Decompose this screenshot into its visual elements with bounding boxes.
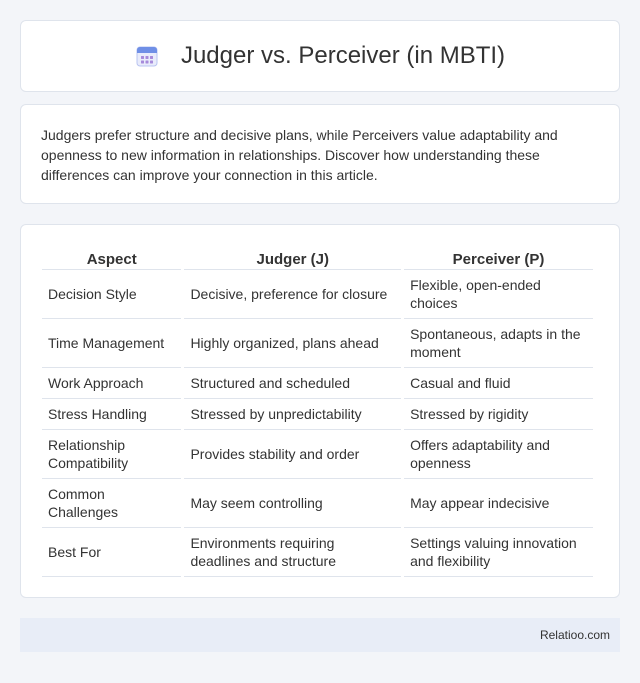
- column-header-judger: Judger (J): [184, 245, 401, 270]
- table-row: [42, 319, 593, 368]
- table-cell-aspect: Stress Handling: [42, 399, 181, 430]
- table-row: [42, 430, 593, 479]
- table-cell-aspect: Time Management: [42, 319, 181, 368]
- intro-card: [20, 104, 620, 204]
- calendar-icon: [135, 44, 159, 68]
- column-header-perceiver: Perceiver (P): [404, 245, 593, 270]
- table-cell-perceiver: Casual and fluid: [404, 368, 593, 399]
- table-cell-judger: Environments requiring deadlines and structure: [184, 528, 401, 577]
- table-row: [42, 368, 593, 399]
- table-cell-aspect: Common Challenges: [42, 479, 181, 528]
- table-cell-perceiver: Offers adaptability and openness: [404, 430, 593, 479]
- table-cell-judger: Provides stability and order: [184, 430, 401, 479]
- table-cell-judger: Highly organized, plans ahead: [184, 319, 401, 368]
- table-cell-judger: May seem controlling: [184, 479, 401, 528]
- table-cell-judger: Decisive, preference for closure: [184, 270, 401, 319]
- table-cell-aspect: Relationship Compatibility: [42, 430, 181, 479]
- title-card: [20, 20, 620, 92]
- table-header-row: [42, 245, 593, 270]
- table-row: [42, 399, 593, 430]
- table-cell-perceiver: Stressed by rigidity: [404, 399, 593, 430]
- table-row: [42, 479, 593, 528]
- footer: [20, 618, 620, 652]
- table-row: [42, 528, 593, 577]
- table-cell-perceiver: May appear indecisive: [404, 479, 593, 528]
- intro-text: Judgers prefer structure and decisive plans, while Perceivers value adaptability and openness to new information in relationships. Discover how understanding these differences can improve your connection in this article.: [41, 127, 558, 183]
- table-cell-judger: Stressed by unpredictability: [184, 399, 401, 430]
- table-cell-perceiver: Settings valuing innovation and flexibility: [404, 528, 593, 577]
- table-cell-aspect: Best For: [42, 528, 181, 577]
- table-cell-aspect: Work Approach: [42, 368, 181, 399]
- page-title: Judger vs. Perceiver (in MBTI): [180, 42, 506, 69]
- comparison-table-card: [20, 224, 620, 598]
- table-cell-aspect: Decision Style: [42, 270, 181, 319]
- table-row: [42, 270, 593, 319]
- comparison-table: [39, 245, 596, 577]
- footer-brand[interactable]: Relatioo.com: [539, 628, 610, 642]
- column-header-aspect: Aspect: [42, 245, 181, 270]
- table-cell-judger: Structured and scheduled: [184, 368, 401, 399]
- table-cell-perceiver: Flexible, open-ended choices: [404, 270, 593, 319]
- table-cell-perceiver: Spontaneous, adapts in the moment: [404, 319, 593, 368]
